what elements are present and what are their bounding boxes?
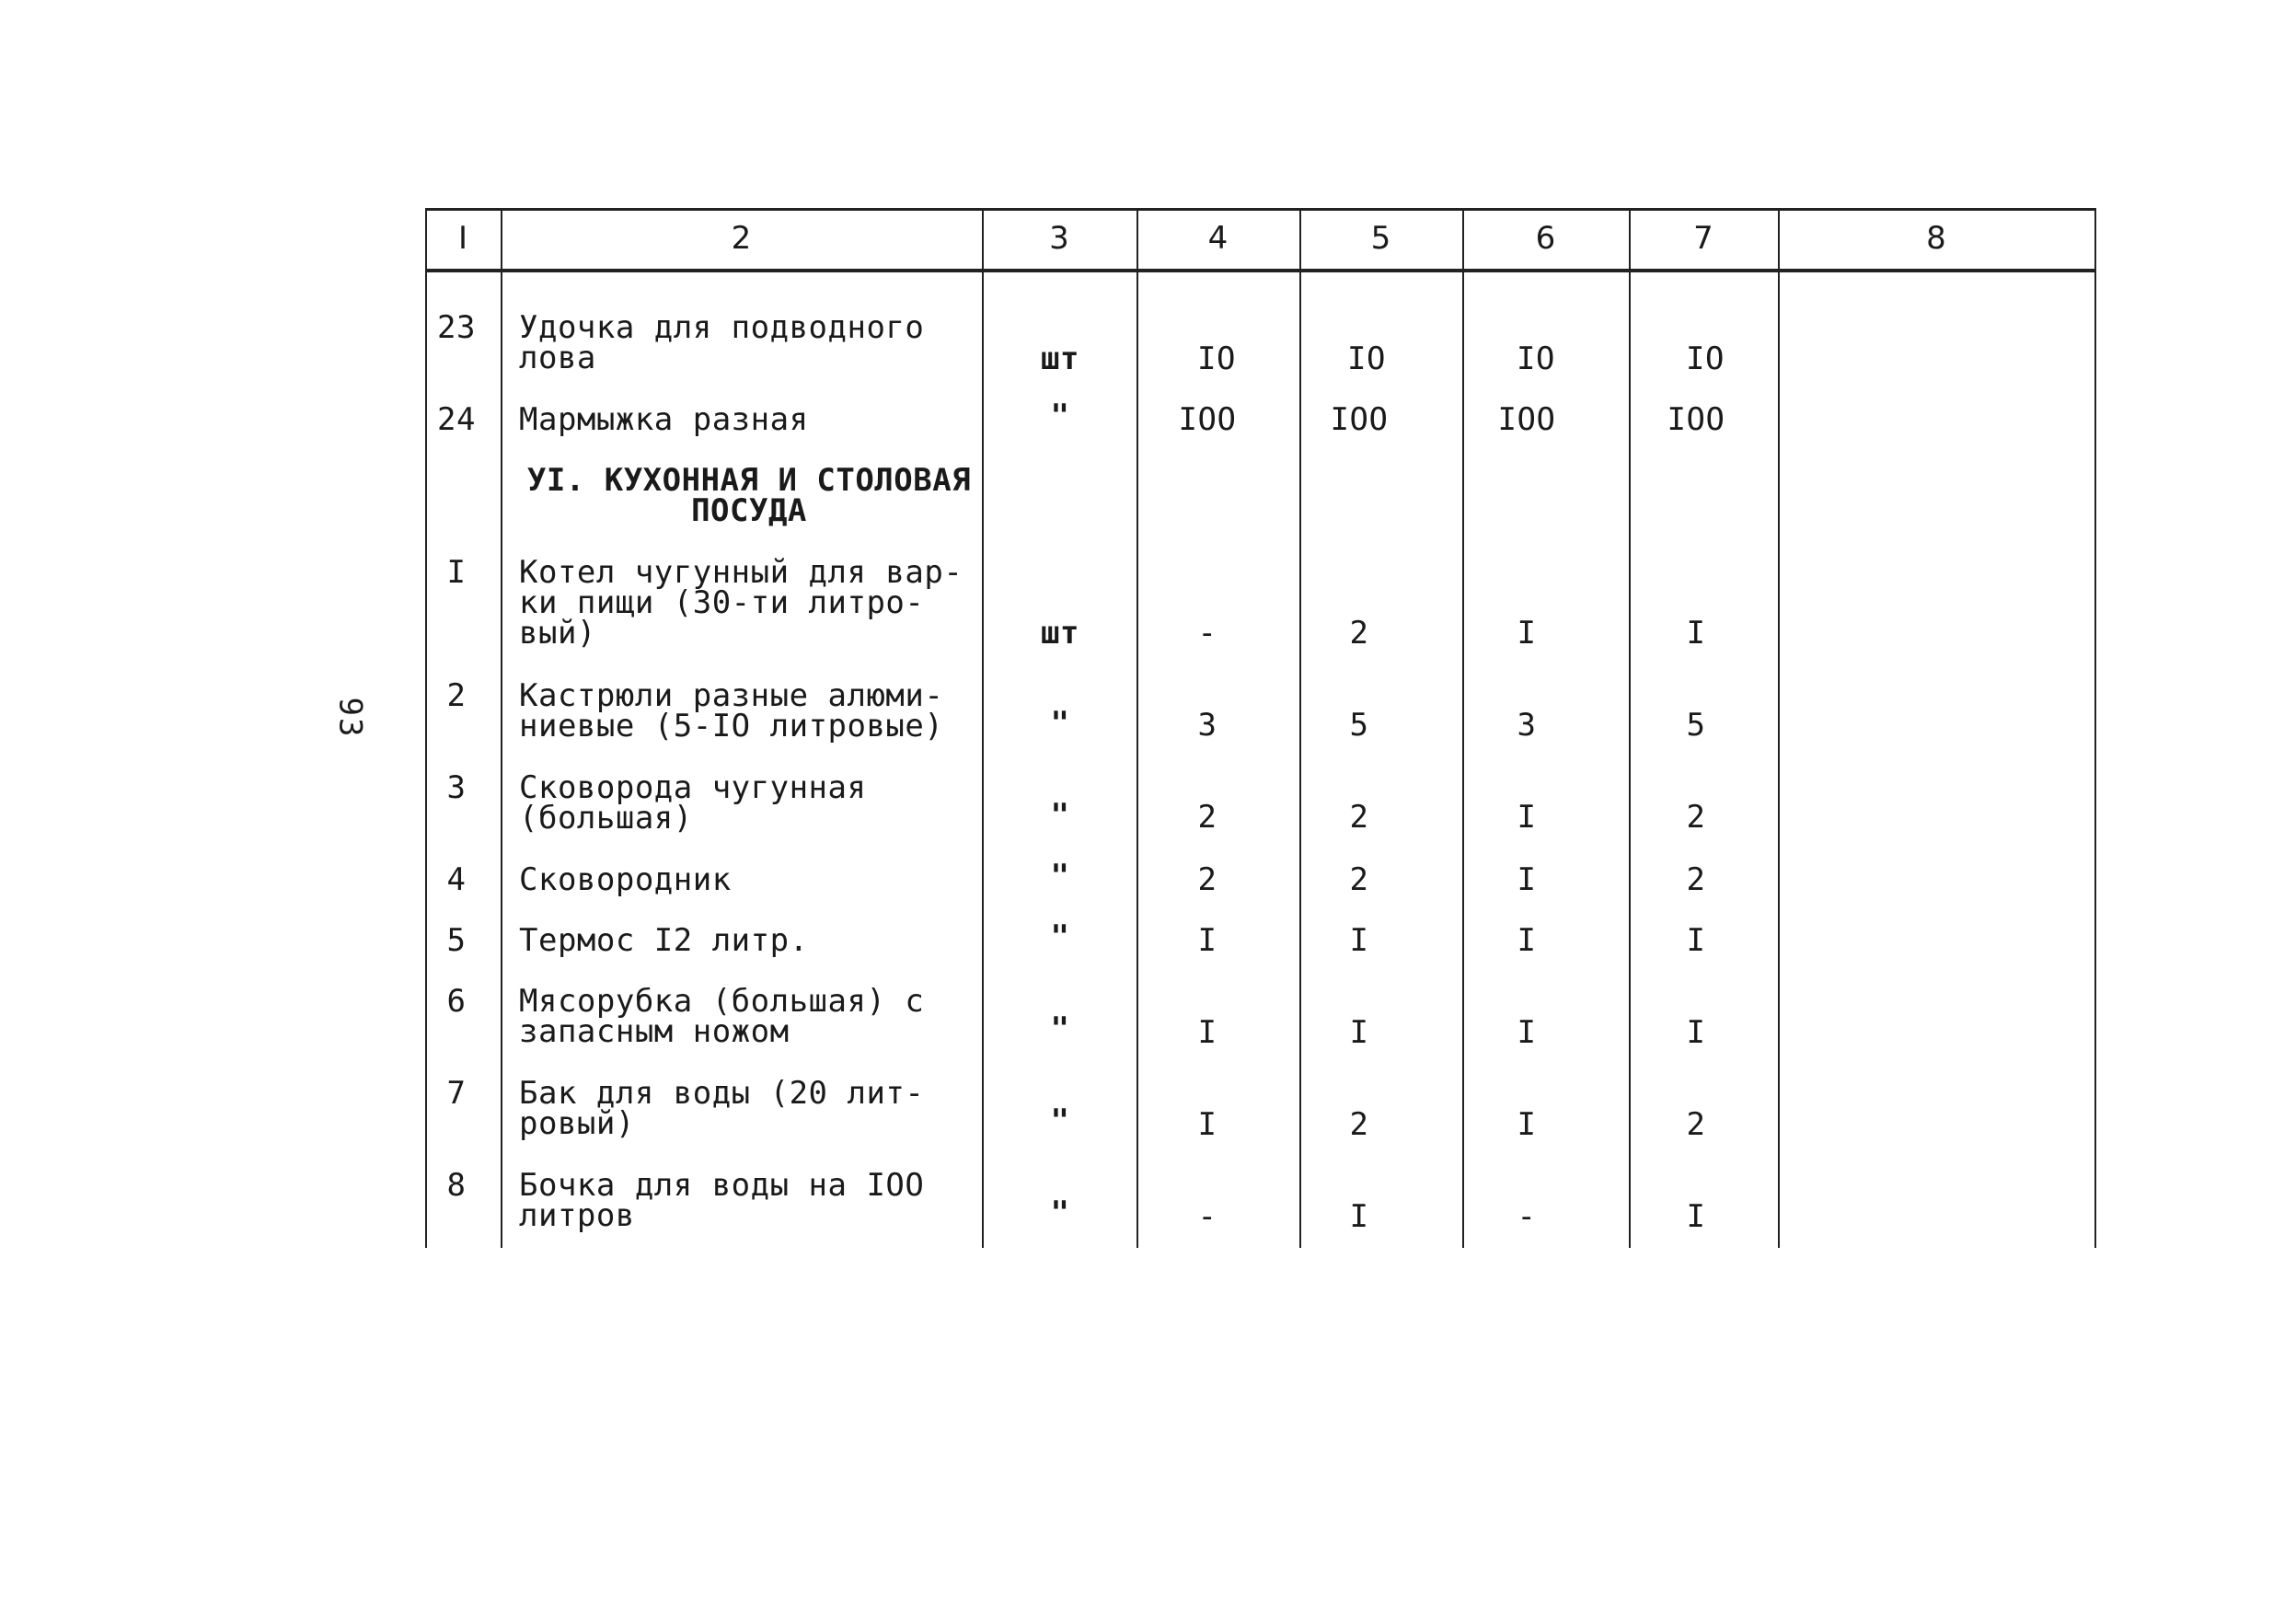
col-border-8 xyxy=(1778,208,1780,1248)
row-24-num: 24 xyxy=(437,401,476,438)
row-2-unit: " xyxy=(1050,705,1070,742)
row-4-col4: 2 xyxy=(1197,861,1217,898)
row-6-col7: I xyxy=(1686,1014,1706,1051)
col-border-6 xyxy=(1462,208,1464,1248)
row-8-col4: - xyxy=(1197,1198,1217,1235)
row-24-unit: " xyxy=(1050,398,1070,434)
row-24-col5: IOO xyxy=(1330,401,1389,438)
row-5-name: Термос I2 литр. xyxy=(519,922,809,959)
row-5-col5: I xyxy=(1349,922,1369,959)
row-4-col5: 2 xyxy=(1349,861,1369,898)
row-3-col6: I xyxy=(1517,799,1537,836)
header-rule xyxy=(425,269,2096,272)
header-col-1: I xyxy=(457,220,468,257)
row-4-name: Сковородник xyxy=(519,861,732,898)
row-3-unit: " xyxy=(1050,797,1070,834)
row-3-col5: 2 xyxy=(1349,799,1369,836)
page-number: 93 xyxy=(331,697,369,739)
col-border-4 xyxy=(1136,208,1138,1248)
row-5-unit: " xyxy=(1050,918,1070,955)
row-2-col4: 3 xyxy=(1197,707,1217,744)
header-col-4: 4 xyxy=(1207,220,1229,257)
row-24-col7: IOO xyxy=(1667,401,1725,438)
row-8-col7: I xyxy=(1686,1198,1706,1235)
row-6-name: Мясорубка (большая) с запасным ножом xyxy=(519,983,925,1050)
row-4-num: 4 xyxy=(446,861,467,898)
row-23-col4: IO xyxy=(1197,341,1236,377)
row-6-col6: I xyxy=(1517,1014,1537,1051)
row-2-col5: 5 xyxy=(1349,707,1369,744)
row-7-col4: I xyxy=(1197,1106,1217,1143)
row-I-unit: шт xyxy=(1041,615,1079,652)
row-4-col7: 2 xyxy=(1686,861,1706,898)
row-5-col4: I xyxy=(1197,922,1217,959)
row-I-col7: I xyxy=(1686,615,1706,652)
col-border-2 xyxy=(501,208,502,1248)
col-border-5 xyxy=(1299,208,1301,1248)
row-7-unit: " xyxy=(1050,1102,1070,1139)
row-7-col7: 2 xyxy=(1686,1106,1706,1143)
table-top-rule xyxy=(425,208,2096,211)
col-border-1 xyxy=(425,208,427,1248)
col-border-9 xyxy=(2094,208,2096,1248)
row-6-num: 6 xyxy=(446,983,467,1020)
row-8-col6: - xyxy=(1517,1198,1537,1235)
row-I-name: Котел чугунный для вар- ки пищи (30-ти литро- вый) xyxy=(519,554,963,652)
row-8-name: Бочка для воды на IOO литров xyxy=(519,1167,925,1234)
row-23-col6: IO xyxy=(1517,341,1555,377)
row-6-col4: I xyxy=(1197,1014,1217,1051)
header-col-8: 8 xyxy=(1926,220,1946,257)
col-border-3 xyxy=(982,208,984,1248)
row-2-col6: 3 xyxy=(1517,707,1537,744)
header-col-7: 7 xyxy=(1693,220,1713,257)
row-2-col7: 5 xyxy=(1686,707,1706,744)
row-7-col6: I xyxy=(1517,1106,1537,1143)
row-4-col6: I xyxy=(1517,861,1537,898)
row-23-col5: IO xyxy=(1347,341,1386,377)
row-5-col6: I xyxy=(1517,922,1537,959)
row-23-name: Удочка для подводного лова xyxy=(519,309,925,376)
row-7-col5: 2 xyxy=(1349,1106,1369,1143)
row-5-num: 5 xyxy=(446,922,467,959)
row-7-num: 7 xyxy=(446,1075,467,1112)
row-2-name: Кастрюли разные алюми- ниевые (5-IO литровые) xyxy=(519,677,944,745)
row-23-col7: IO xyxy=(1686,341,1725,377)
row-24-col6: IOO xyxy=(1497,401,1556,438)
row-I-col5: 2 xyxy=(1349,615,1369,652)
row-3-col7: 2 xyxy=(1686,799,1706,836)
row-3-name: Сковорода чугунная (большая) xyxy=(519,769,867,837)
section-heading: УI. КУХОННАЯ И СТОЛОВАЯ ПОСУДА xyxy=(526,462,972,529)
row-I-col4: - xyxy=(1197,615,1217,652)
row-8-unit: " xyxy=(1050,1195,1070,1231)
row-7-name: Бак для воды (20 лит- ровый) xyxy=(519,1075,925,1142)
row-6-col5: I xyxy=(1349,1014,1369,1051)
row-5-col7: I xyxy=(1686,922,1706,959)
row-8-num: 8 xyxy=(446,1167,467,1204)
row-2-num: 2 xyxy=(446,677,467,714)
row-3-num: 3 xyxy=(446,769,467,806)
equipment-table xyxy=(425,208,2096,1248)
row-6-unit: " xyxy=(1050,1010,1070,1047)
row-4-unit: " xyxy=(1050,858,1070,895)
row-24-name: Мармыжка разная xyxy=(519,401,809,438)
header-col-5: 5 xyxy=(1370,220,1391,257)
col-border-7 xyxy=(1629,208,1631,1248)
row-24-col4: IOO xyxy=(1178,401,1237,438)
row-23-unit: шт xyxy=(1041,341,1079,377)
row-23-num: 23 xyxy=(437,309,476,346)
header-col-6: 6 xyxy=(1535,220,1556,257)
row-8-col5: I xyxy=(1349,1198,1369,1235)
row-I-col6: I xyxy=(1517,615,1537,652)
row-I-num: I xyxy=(446,554,467,591)
row-3-col4: 2 xyxy=(1197,799,1217,836)
header-col-3: 3 xyxy=(1049,220,1069,257)
header-col-2: 2 xyxy=(731,220,752,257)
